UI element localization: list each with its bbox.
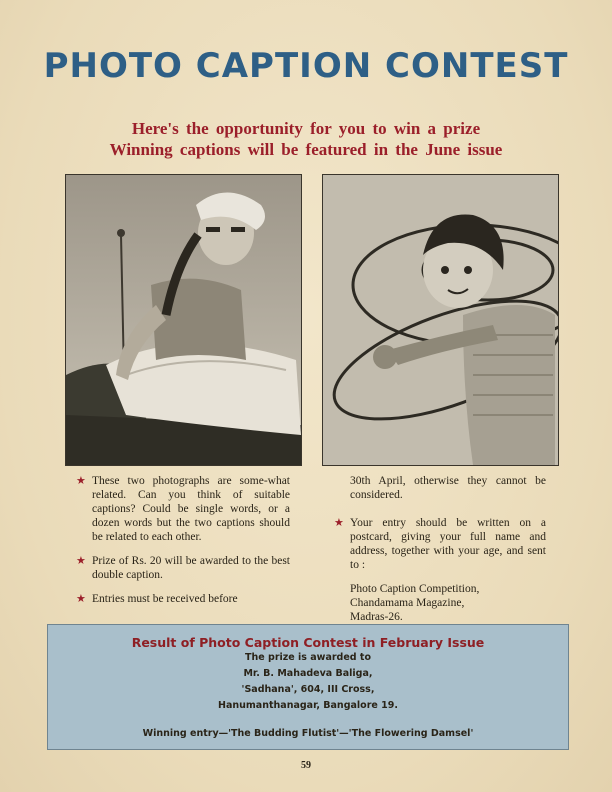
- rule-text: Your entry should be written on a postcard, giving your full name and address, together with your age, and sent to :: [350, 517, 546, 571]
- star-bullet-icon: ★: [76, 593, 86, 605]
- star-bullet-icon: ★: [76, 475, 86, 487]
- page-number: 59: [301, 760, 311, 771]
- rule-item: [76, 592, 290, 606]
- rule-text: Prize of Rs. 20 will be awarded to the best double caption.: [92, 555, 290, 581]
- subtitle-line-2: Winning captions will be featured in the June issue: [109, 140, 503, 159]
- address-line: Madras-26.: [350, 611, 403, 623]
- rules-right-column: [334, 474, 546, 624]
- result-title: Result of Photo Caption Contest in February Issue: [131, 635, 485, 650]
- rule-item: [76, 554, 290, 582]
- result-box: [47, 624, 569, 750]
- star-bullet-icon: ★: [334, 517, 344, 529]
- mailing-address: [334, 582, 546, 624]
- address-line: Photo Caption Competition,: [350, 583, 480, 595]
- star-bullet-icon: ★: [76, 555, 86, 567]
- rules-left-column: [76, 474, 290, 616]
- result-line: 'Sadhana', 604, III Cross,: [241, 684, 375, 695]
- photo-child-with-hoops: [322, 174, 559, 466]
- address-line: Chandamama Magazine,: [350, 597, 465, 609]
- rule-text: Entries must be received before: [92, 593, 238, 605]
- rule-continuation: 30th April, otherwise they cannot be considered.: [350, 475, 546, 501]
- rule-item: [76, 474, 290, 544]
- page-title: PHOTO CAPTION CONTEST: [43, 46, 569, 86]
- rule-item: [334, 516, 546, 572]
- winning-entry: Winning entry—'The Budding Flutist'—'The Flowering Damsel': [142, 728, 474, 739]
- result-line: Hanumanthanagar, Bangalore 19.: [218, 700, 398, 711]
- result-line: Mr. B. Mahadeva Baliga,: [243, 668, 373, 679]
- rule-text: These two photographs are some-what related. Can you think of suitable captions? Could be single words, or a dozen words but the two captions should be related to each other.: [92, 475, 290, 543]
- result-line: The prize is awarded to: [245, 652, 371, 663]
- subtitle-line-1: Here's the opportunity for you to win a prize: [131, 119, 481, 138]
- photo-girl-in-skirt: [65, 174, 302, 466]
- subtitle: [0, 118, 612, 160]
